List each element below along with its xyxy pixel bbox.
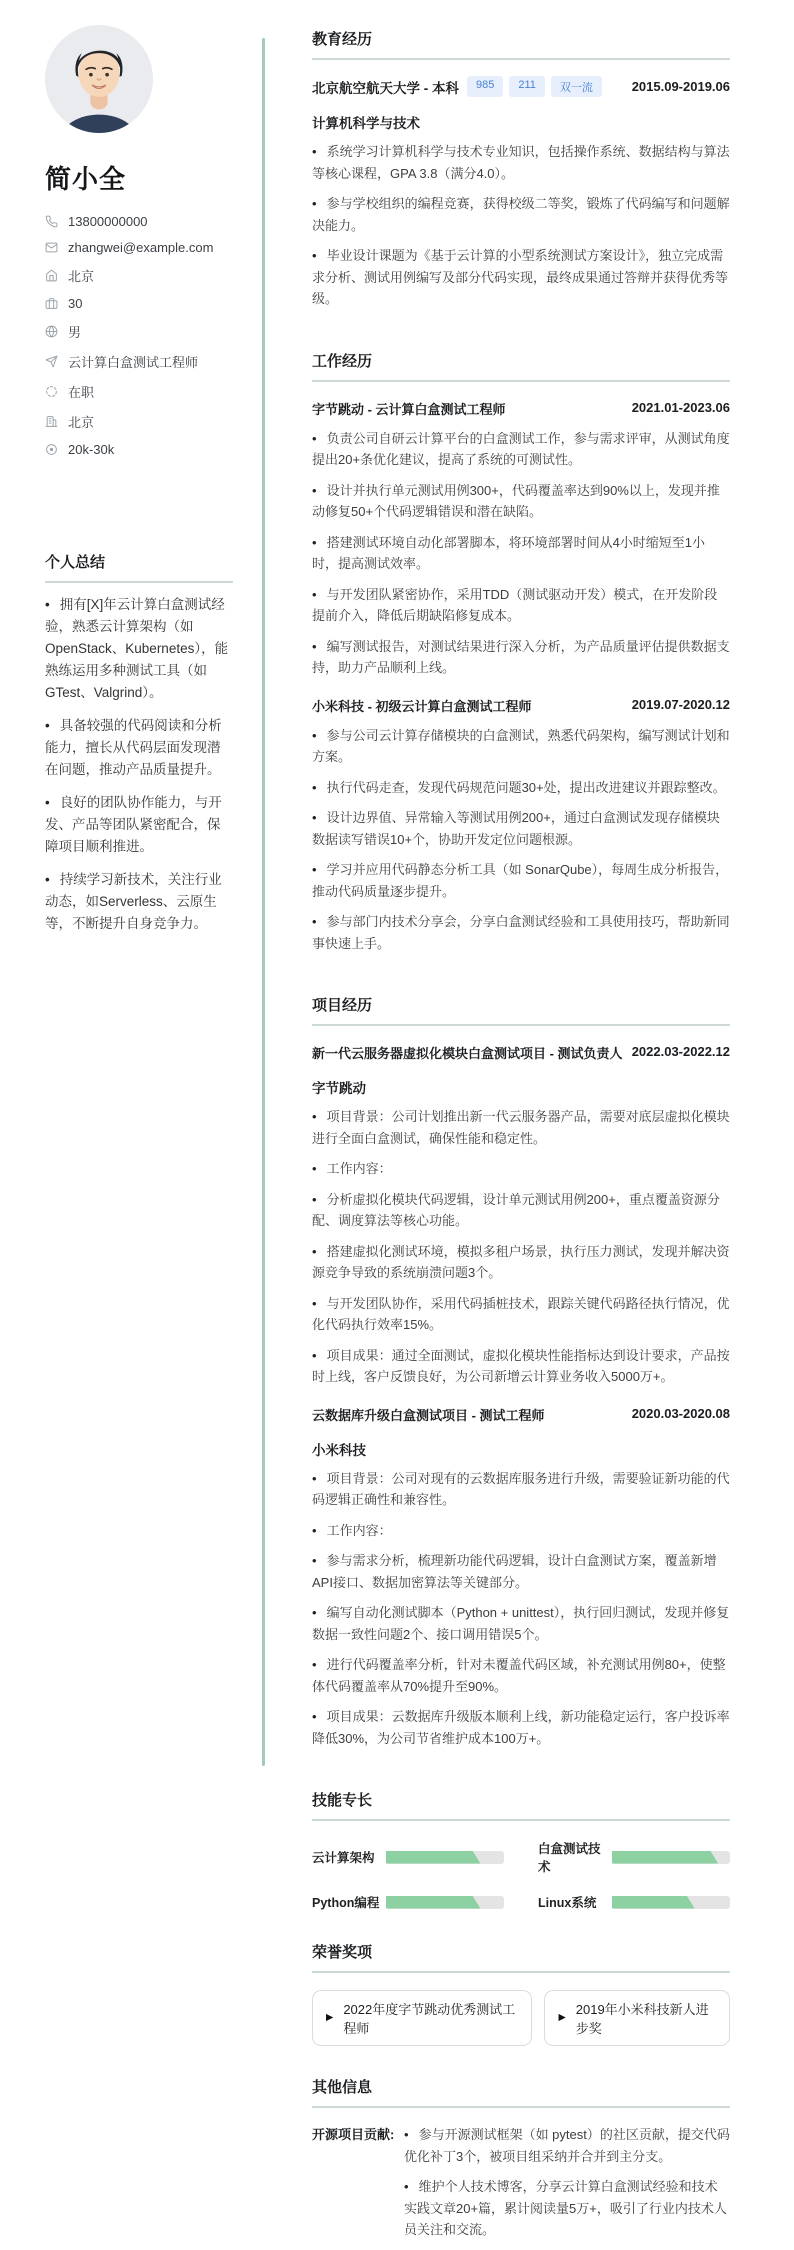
contact-value-location: 北京 [68,269,95,284]
contact-row-age [45,296,233,311]
work-entry [312,400,730,679]
skill-label: 云计算架构 [312,1851,375,1865]
skill-bar [612,1896,730,1909]
list-item [404,2176,730,2241]
list-item-text: 参与学校组织的编程竞赛，获得校级二等奖，锻炼了代码编写和问题解决能力。 [312,196,730,233]
project-entry-heading: 新一代云服务器虚拟化模块白盒测试项目 - 测试负责人 [312,1046,623,1061]
skill-row [312,1893,504,1911]
tag-double-first-class: 双一流 [551,76,602,97]
paper-plane-icon [45,355,58,368]
bullet-dot: • [312,144,317,159]
list-item [312,1106,730,1149]
list-item-text: 项目成果：云数据库升级版本顺利上线，新功能稳定运行，客户投诉率降低30%，为公司节省维护成本100万+。 [312,1709,730,1746]
mail-icon [45,241,58,254]
bullet-dot: • [312,1109,317,1124]
list-item-text: 项目背景：公司计划推出新一代云服务器产品，需要对底层虚拟化模块进行全面白盒测试，确保性能和稳定性。 [312,1109,730,1146]
list-item-text: 工作内容： [326,1161,392,1176]
skill-bar [386,1851,504,1864]
list-item [312,1654,730,1697]
section-other [312,2076,730,2250]
contact-row-phone [45,214,233,229]
contact-value-gender: 男 [68,325,82,340]
skill-row [312,1839,504,1875]
list-item [312,1241,730,1284]
project-entry [312,1044,730,1388]
other-label: 开源项目贡献: [312,2127,395,2142]
bullet-dot: • [312,534,317,550]
list-item [312,1158,730,1180]
bullet-dot: • [312,1191,317,1207]
list-item [312,859,730,902]
bullet-dot: • [312,638,317,654]
work-entry-header [312,400,730,419]
sidebar [45,25,233,946]
target-icon [45,443,58,456]
tag-985: 985 [467,76,503,97]
contact-value-email: zhangwei@example.com [68,240,214,255]
project-entry-heading: 云数据库升级白盒测试项目 - 测试工程师 [312,1407,545,1423]
bullet-dot: • [45,597,50,612]
list-item-text: 进行代码覆盖率分析，针对未覆盖代码区域，补充测试用例80+，使整体代码覆盖率从70%提升至90%。 [312,1657,726,1694]
bullet-dot: • [45,872,50,887]
list-item-text: 项目背景：公司对现有的云数据库服务进行升级，需要验证新功能的代码逻辑正确性和兼容性。 [312,1470,730,1507]
status-circle-icon [45,385,58,398]
project-company: 小米科技 [312,1442,366,1458]
list-item [312,777,730,799]
contact-value-age: 30 [68,296,83,311]
skill-bar-fill [386,1896,480,1909]
section-skills [312,1789,730,1911]
list-item [312,141,730,184]
summary-item-text: 良好的团队协作能力，与开发、产品等团队紧密配合，保障项目顺利推进。 [45,795,222,854]
project-company: 字节跳动 [312,1081,366,1096]
list-item-text: 分析虚拟化模块代码逻辑，设计单元测试用例200+，重点覆盖资源分配、调度算法等核心功能。 [312,1191,720,1228]
summary-section [45,551,233,935]
project-entry-header [312,1406,730,1425]
list-item-text: 学习并应用代码静态分析工具（如 SonarQube），每周生成分析报告，推动代码质量逐步提升。 [312,862,729,899]
summary-item-text: 拥有[X]年云计算白盒测试经验，熟悉云计算架构（如OpenStack、Kubernetes），能熟练运用多种测试工具（如GTest、Valgrind）。 [45,597,229,700]
list-item-text: 搭建测试环境自动化部署脚本，将环境部署时间从4小时缩短至1小时，提高测试效率。 [312,534,706,571]
bullet-dot: • [312,862,317,877]
contact-value-job-title: 云计算白盒测试工程师 [68,355,199,370]
profile-name: 简小全 [45,164,127,194]
bullet-dot: • [312,1709,317,1724]
bullet-dot: • [312,1553,317,1568]
contact-row-city [45,412,233,431]
list-item-text: 系统学习计算机科学与技术专业知识，包括操作系统、数据结构与算法等核心课程，GPA 3.8（满分4.0）。 [312,144,730,181]
contact-row-email [45,240,233,255]
awards-title: 荣誉奖项 [312,1941,730,1973]
education-date: 2015.09-2019.06 [631,79,730,94]
bullet-dot: • [312,1243,317,1259]
section-awards [312,1941,730,2046]
list-item [312,584,730,627]
summary-item [45,869,233,935]
bullet-dot: • [312,482,317,498]
work-entry [312,697,730,955]
bullet-dot: • [312,810,317,825]
award-pill [312,1990,532,2046]
work-entry-heading: 字节跳动 - 云计算白盒测试工程师 [312,401,506,417]
main-content [312,28,730,2250]
contact-row-gender [45,322,233,341]
contact-row-job-title [45,352,233,371]
section-education [312,28,730,310]
list-item [312,532,730,575]
list-item-text: 维护个人技术博客，分享云计算白盒测试经验和技术实践文章20+篇，累计阅读量5万+，吸引了行业内技术人员关注和交流。 [404,2179,727,2237]
list-item [404,2124,730,2167]
list-item [312,1706,730,1749]
summary-item-text: 持续学习新技术，关注行业动态，如Serverless、云原生等，不断提升自身竞争力。 [45,872,222,931]
column-divider [262,38,265,1766]
bullet-dot: • [312,196,317,211]
list-item-text: 参与公司云计算存储模块的白盒测试，熟悉代码架构，编写测试计划和方案。 [312,727,730,764]
skill-bar-fill [386,1851,480,1864]
list-item-text: 工作内容： [326,1522,392,1538]
bullet-dot: • [312,779,317,795]
bullet-dot: • [312,1470,317,1486]
bullet-dot: • [312,1657,317,1672]
list-item-text: 与开发团队协作，采用代码插桩技术，跟踪关键代码路径执行情况，优化代码执行效率15%。 [312,1295,730,1332]
school-name: 北京航空航天大学 - 本科 [312,80,459,96]
other-title: 其他信息 [312,2076,730,2108]
contact-row-status [45,382,233,401]
project-entry [312,1406,730,1750]
list-item-text: 负责公司自研云计算平台的白盒测试工作，参与需求评审，从测试角度提出20+条优化建议，提高了系统的可测试性。 [312,430,730,467]
list-item [312,1550,730,1593]
contact-value-city: 北京 [68,415,95,430]
tag-211: 211 [509,76,545,97]
education-title: 教育经历 [312,28,730,60]
skill-bar-fill [612,1896,695,1909]
list-item-text: 设计并执行单元测试用例300+，代码覆盖率达到90%以上，发现并推动修复50+个代码逻辑错误和潜在缺陷。 [312,482,720,519]
list-item [312,428,730,471]
projects-title: 项目经历 [312,994,730,1026]
bullet-dot: • [45,718,50,733]
summary-item [45,594,233,704]
bullet-dot: • [312,1295,317,1311]
play-icon: ▶ [326,2012,334,2024]
project-entry-date: 2020.03-2020.08 [631,1405,730,1421]
other-info-row [312,2124,730,2250]
section-work [312,350,730,955]
bullet-dot: • [312,1161,317,1176]
list-item [312,1293,730,1336]
home-icon [45,269,58,282]
globe-icon [45,325,58,338]
list-item-text: 参与需求分析，梳理新功能代码逻辑，设计白盒测试方案，覆盖新增API接口、数据加密算法等关键部分。 [312,1553,717,1590]
skill-label: Linux系统 [538,1896,597,1910]
other-bullets [404,2124,730,2250]
list-item-text: 设计边界值、异常输入等测试用例200+，通过白盒测试发现存储模块数据读写错误10+个，协助开发定位问题根源。 [312,810,720,847]
phone-icon [45,215,58,228]
skill-label: Python编程 [312,1896,380,1910]
award-text: 2022年度字节跳动优秀测试工程师 [343,2002,516,2036]
skill-row [538,1839,730,1875]
section-projects [312,994,730,1749]
summary-item [45,792,233,858]
building-icon [45,415,58,428]
bullet-dot: • [404,2127,409,2142]
bullet-dot: • [404,2179,409,2194]
contact-value-salary: 20k-30k [68,442,115,457]
list-item-text: 与开发团队紧密协作，采用TDD（测试驱动开发）模式，在开发阶段提前介入，降低后期缺陷修复成本。 [312,586,718,623]
avatar-portrait-illustration [45,25,153,133]
list-item [312,1189,730,1232]
bullet-dot: • [45,795,50,810]
award-text: 2019年小米科技新人进步奖 [575,2002,709,2036]
list-item [312,1468,730,1511]
list-item-text: 搭建虚拟化测试环境，模拟多租户场景，执行压力测试，发现并解决资源竞争导致的系统崩溃问题3个。 [312,1243,730,1280]
work-entry-date: 2019.07-2020.12 [631,696,730,712]
list-item-text: 执行代码走查，发现代码规范问题30+处，提出改进建议并跟踪整改。 [326,779,726,795]
contact-row-salary [45,442,233,457]
summary-title: 个人总结 [45,551,233,583]
work-entry-header [312,697,730,716]
skill-bar [386,1896,504,1909]
contact-value-phone: 13800000000 [68,214,148,229]
bullet-dot: • [312,1347,317,1363]
skills-title: 技能专长 [312,1789,730,1821]
work-entry-date: 2021.01-2023.06 [631,399,730,415]
bullet-dot: • [312,586,317,602]
avatar [45,25,153,133]
skill-label: 白盒测试技术 [538,1842,601,1874]
bullet-dot: • [312,727,317,743]
bullet-dot: • [312,248,317,263]
list-item-text: 编写自动化测试脚本（Python + unittest），执行回归测试，发现并修复数据一致性问题2个、接口调用错误5个。 [312,1605,730,1642]
list-item [312,1520,730,1542]
summary-item [45,715,233,781]
project-entry-header [312,1044,730,1063]
education-entry-header [312,76,730,97]
list-item [312,245,730,310]
awards-list [312,1990,730,2046]
list-item [312,193,730,236]
play-icon: ▶ [558,2012,566,2024]
bullet-dot: • [312,1522,317,1538]
list-item-text: 参与开源测试框架（如 pytest）的社区贡献，提交代码优化补丁3个，被项目组采纳并合并到主分支。 [404,2127,730,2164]
work-entry-heading: 小米科技 - 初级云计算白盒测试工程师 [312,698,532,714]
skill-row [538,1893,730,1911]
bullet-dot: • [312,1605,317,1620]
list-item-text: 参与部门内技术分享会，分享白盒测试经验和工具使用技巧，帮助新同事快速上手。 [312,914,730,951]
award-pill [544,1990,730,2046]
bullet-dot: • [312,914,317,929]
list-item [312,807,730,850]
skill-bar-fill [612,1851,718,1864]
list-item-text: 项目成果：通过全面测试，虚拟化模块性能指标达到设计要求，产品按时上线，客户反馈良好，为公司新增云计算业务收入5000万+。 [312,1347,730,1384]
list-item-text: 毕业设计课题为《基于云计算的小型系统测试方案设计》，独立完成需求分析、测试用例编写及部分代码实现，最终成果通过答辩并获得优秀等级。 [312,248,729,306]
list-item [312,911,730,954]
list-item [312,1602,730,1645]
skills-grid [312,1839,730,1911]
list-item [312,480,730,523]
list-item [312,725,730,768]
contact-row-location [45,266,233,285]
skill-bar [612,1851,730,1864]
school-tags [467,76,602,97]
contact-list [45,214,233,457]
list-item [312,636,730,679]
summary-item-text: 具备较强的代码阅读和分析能力，擅长从代码层面发现潜在问题，推动产品质量提升。 [45,718,222,777]
project-entry-date: 2022.03-2022.12 [631,1044,730,1059]
work-title: 工作经历 [312,350,730,382]
briefcase-icon [45,297,58,310]
bullet-dot: • [312,430,317,446]
list-item-text: 编写测试报告，对测试结果进行深入分析，为产品质量评估提供数据支持，助力产品顺利上线。 [312,638,730,675]
list-item [312,1345,730,1388]
major-name: 计算机科学与技术 [312,116,420,131]
contact-value-status: 在职 [68,385,95,400]
